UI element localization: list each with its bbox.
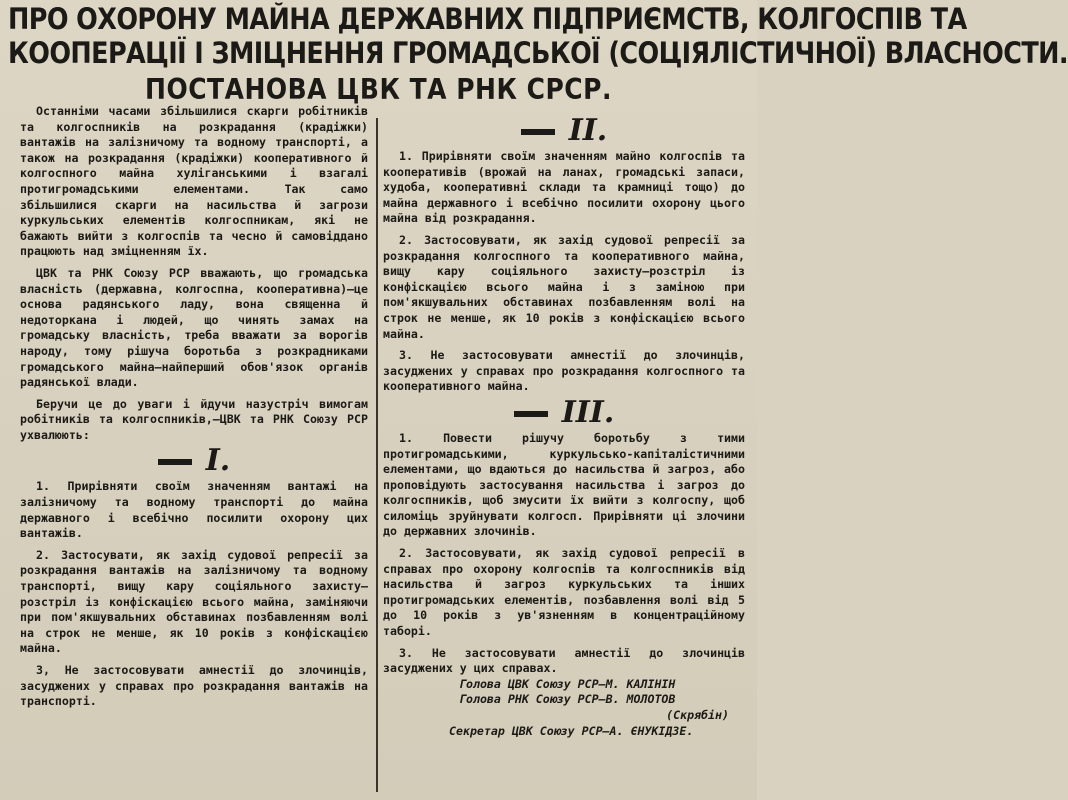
section-2-point-2: 2. Застосовувати, як захід судової репресії за розкрадання колгоспного та кооперативного майна, вищу кару соціяльного захисту—розстріл із конфіскацією всього майна і з заміною при пом'якшувальних обставинах позбавленням волі на строк не менше, як 10 років з конфіскацією всього майна. <box>383 232 745 341</box>
section-3-point-2: 2. Застосовувати, як захід судової репресії в справах про охорону колгоспів та колгоспників від насильства й загроз куркульських та інших протигромадських елементів, позбавлення волі від 5 до 10 років з ув'язненням в концентраційному таборі. <box>383 546 745 639</box>
headline-line-1: ПРО ОХОРОНУ МАЙНА ДЕРЖАВНИХ ПІДПРИЄМСТВ, КОЛГОСПІВ ТА <box>8 2 967 38</box>
section-3-point-3: 3. Не застосовувати амнестії до злочинців засуджених у цих справах. <box>383 645 745 676</box>
section-2-numeral: II. <box>568 113 608 148</box>
signature-enukidze: Секретар ЦВК Союзу РСР—А. ЄНУКІДЗЕ. <box>449 723 694 738</box>
section-2-point-3: 3. Не застосовувати амнестії до злочинців, засуджених у справах про розкрадання колгоспного та кооперативного майна. <box>383 348 745 394</box>
intro-paragraph-1: Останніми часами збільшилися скарги робітників та колгоспників на розкрадання (крадіжки) вантажів на залізничому та водному транспорті, а також на розкрадання (крадіжки) кооперативного й колгоспного майна хуліганськими і взагалі протигромадськими елементами. Так само збільшилися скарги на насильства й загрози куркульських елементів колгоспникам, які не бажають вийти з колгоспів та чесно й самовіддано працюють над зміцненням їх. <box>20 104 368 259</box>
subheadline: ПОСТАНОВА ЦВК ТА РНК СРСР. <box>145 72 612 107</box>
section-3-heading <box>383 395 745 431</box>
signature-kalinin: Голова ЦВК Союзу РСР—М. КАЛІНІН <box>459 676 676 691</box>
intro-paragraph-2: ЦВК та РНК Союзу РСР вважають, що громадська власність (державна, колгоспна, кооперативна)—це основа радянського ладу, вона священна й недоторкана і людей, що чинять замах на громадську власність, треба вважати за ворогів народу, тому рішуча боротьба з розкрадниками громадського майна—найперший обов'язок органів радянської влади. <box>20 265 368 390</box>
section-1-point-1: 1. Прирівняти своїм значенням вантажі на залізничому та водному транспорті до майна державного і всебічно посилити охорону цих вантажів. <box>20 479 368 541</box>
section-1-heading <box>20 443 368 479</box>
section-1-numeral: I. <box>205 443 231 479</box>
section-1-point-2: 2. Застосувати, як захід судової репресії за розкрадання вантажів на залізничому та водному транспорті, вищу кару соціяльного захисту—розстріл із конфіскацією всього майна, заміняючи при пом'якшувальних обставинах позбавленням волі на строк не менше, як 10 років з конфіскацією майна. <box>20 547 368 656</box>
column-divider <box>376 118 378 792</box>
dash-rule <box>514 411 548 417</box>
dash-rule <box>158 459 192 465</box>
section-3-point-1: 1. Повести рішучу боротьбу з тими протигромадськими, куркульсько-капіталістичними елементами, що вдаються до насильства й загроз, або проповідують застосування насильства і загроз до колгоспників, щоб змусити їх вийти з колгоспу, щоб силоміць зруйнувати колгосп. Прирівняти ці злочини до державних злочинів. <box>383 430 745 539</box>
intro-paragraph-3: Беручи це до уваги і йдучи назустріч вимогам робітників та колгоспників,—ЦВК та РНК Союзу РСР ухвалюють: <box>20 396 368 442</box>
left-column <box>20 104 368 710</box>
headline-line-2: КООПЕРАЦІЇ І ЗМІЦНЕННЯ ГРОМАДСЬКОЇ (СОЦІЯЛІСТИЧНОЇ) ВЛАСНОСТИ. <box>8 36 1068 72</box>
signature-molotov: Голова РНК Союзу РСР—В. МОЛОТОВ <box>459 692 676 707</box>
signature-molotov-alias: (Скрябін) <box>666 708 729 722</box>
section-3-numeral: III. <box>561 394 615 430</box>
right-column <box>383 113 745 739</box>
dash-rule <box>521 129 555 135</box>
section-2-point-1: 1. Прирівняти своїм значенням майно колгоспів та кооперативів (врожай на ланах, громадські запаси, худоба, кооперативні склади та крамниці тощо) до майна державного і всебічно посилити охорону цього майна від розкрадання. <box>383 149 745 226</box>
section-2-heading <box>383 113 745 149</box>
section-1-point-3: 3, Не застосовувати амнестії до злочинців, засуджених у справах про розкрадання вантажів на транспорті. <box>20 663 368 709</box>
